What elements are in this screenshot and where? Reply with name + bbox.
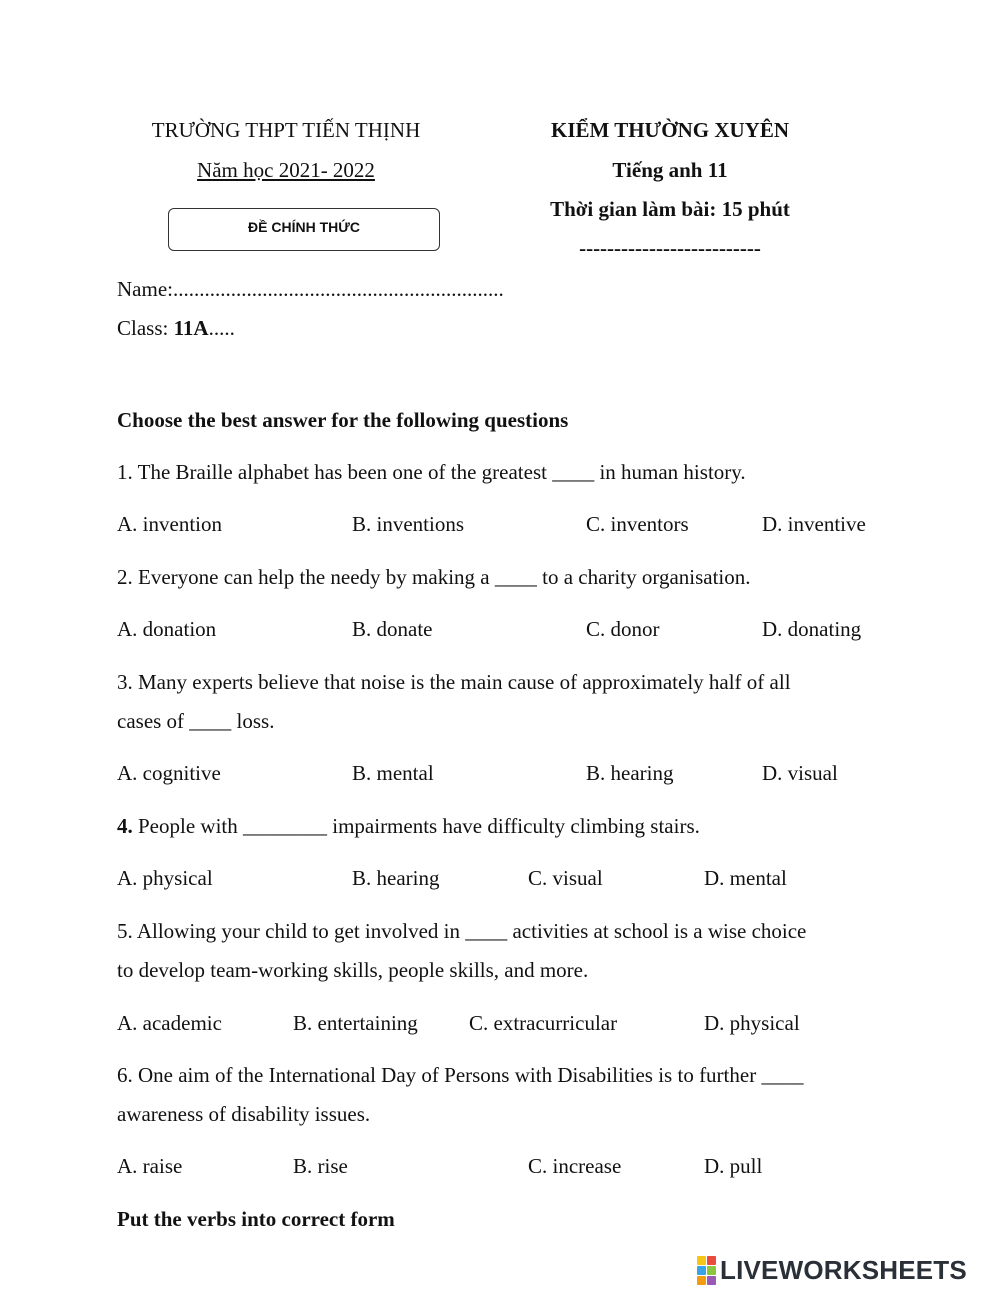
q3-option-a[interactable]: A. cognitive xyxy=(117,761,221,785)
q5-option-d[interactable]: D. physical xyxy=(704,1011,800,1035)
q3-option-c[interactable]: B. hearing xyxy=(586,761,674,785)
exam-title: KIỂM THƯỜNG XUYÊN xyxy=(550,118,789,142)
liveworksheets-logo xyxy=(697,1254,967,1286)
q4-option-c[interactable]: C. visual xyxy=(528,866,603,890)
question-5-line-2: to develop team-working skills, people skills, and more. xyxy=(117,958,589,982)
q6-option-a[interactable]: A. raise xyxy=(117,1154,183,1178)
q1-option-a[interactable]: A. invention xyxy=(117,512,222,536)
q5-option-a[interactable]: A. academic xyxy=(117,1011,222,1035)
q5-option-b[interactable]: B. entertaining xyxy=(293,1011,418,1035)
q3-option-b[interactable]: B. mental xyxy=(352,761,434,785)
exam-duration: Thời gian làm bài: 15 phút xyxy=(550,197,790,221)
question-1: 1. The Braille alphabet has been one of the greatest ____ in human history. xyxy=(117,460,746,484)
class-value: 11A xyxy=(173,316,209,340)
liveworksheets-logo-icon xyxy=(697,1256,716,1285)
question-4-text: People with ________ impairments have difficulty climbing stairs. xyxy=(132,814,700,838)
class-line xyxy=(117,316,235,341)
name-line xyxy=(117,277,504,302)
question-4-number: 4. xyxy=(117,814,133,838)
q4-option-a[interactable]: A. physical xyxy=(117,866,213,890)
official-exam-label: ĐỀ CHÍNH THỨC xyxy=(168,208,440,251)
question-3-line-2: cases of ____ loss. xyxy=(117,709,275,733)
q3-option-d[interactable]: D. visual xyxy=(762,761,838,785)
question-6-line-1: 6. One aim of the International Day of Persons with Disabilities is to further ____ xyxy=(117,1063,804,1087)
class-label: Class: xyxy=(117,316,174,340)
section-heading-multiple-choice: Choose the best answer for the following questions xyxy=(117,408,569,432)
q1-option-d[interactable]: D. inventive xyxy=(762,512,866,536)
liveworksheets-wordmark: LIVEWORKSHEETS xyxy=(720,1254,967,1285)
q4-option-d[interactable]: D. mental xyxy=(704,866,787,890)
q1-option-b[interactable]: B. inventions xyxy=(352,512,465,536)
q2-option-b[interactable]: B. donate xyxy=(352,617,433,641)
q2-option-c[interactable]: C. donor xyxy=(586,617,660,641)
question-6-line-2: awareness of disability issues. xyxy=(117,1102,371,1126)
exam-subject: Tiếng anh 11 xyxy=(612,158,728,182)
q5-option-c[interactable]: C. extracurricular xyxy=(469,1011,618,1035)
q6-option-c[interactable]: C. increase xyxy=(528,1154,622,1178)
question-4 xyxy=(117,814,700,839)
q6-option-d[interactable]: D. pull xyxy=(704,1154,763,1178)
q4-option-b[interactable]: B. hearing xyxy=(352,866,440,890)
header-divider: -------------------------- xyxy=(579,236,761,260)
question-2: 2. Everyone can help the needy by making a ____ to a charity organisation. xyxy=(117,565,751,589)
question-5-line-1: 5. Allowing your child to get involved in ____ activities at school is a wise choice xyxy=(117,919,807,943)
q6-option-b[interactable]: B. rise xyxy=(293,1154,348,1178)
school-year: Năm học 2021- 2022 xyxy=(197,158,375,182)
question-3-line-1: 3. Many experts believe that noise is the main cause of approximately half of all xyxy=(117,670,791,694)
section-heading-verb-forms: Put the verbs into correct form xyxy=(117,1207,395,1231)
school-name: TRƯỜNG THPT TIẾN THỊNH xyxy=(151,118,421,142)
q1-option-c[interactable]: C. inventors xyxy=(586,512,689,536)
q2-option-d[interactable]: D. donating xyxy=(762,617,862,641)
class-blank[interactable]: ..... xyxy=(208,316,235,340)
name-label: Name: xyxy=(117,277,173,301)
name-blank[interactable]: ............................................................... xyxy=(172,277,504,301)
q2-option-a[interactable]: A. donation xyxy=(117,617,217,641)
